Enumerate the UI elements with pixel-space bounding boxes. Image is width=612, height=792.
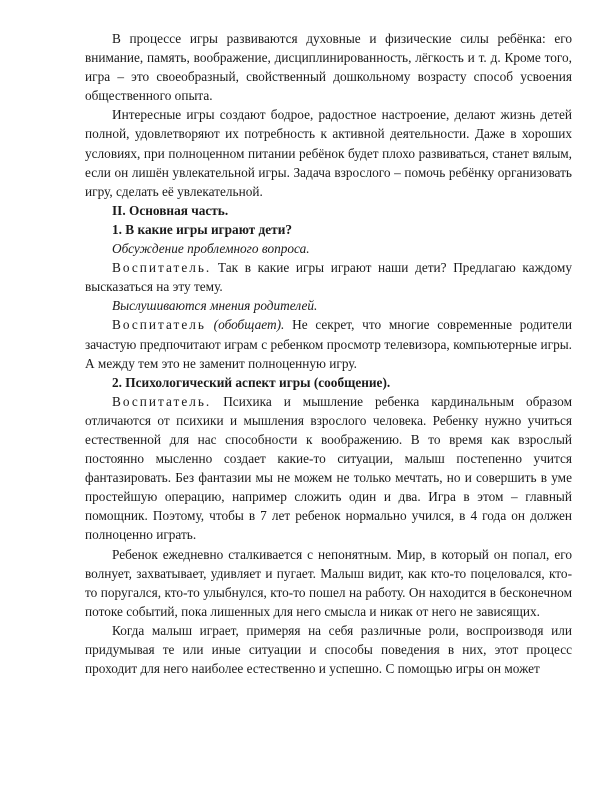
paragraph-child-faces-unknown: Ребенок ежедневно сталкивается с непонятным. Мир, в который он попал, его волнует, захватывает, удивляет и пугает. Малыш видит, как кто-то поцеловался, кто-то поругался, кто-то улыбнулся, кто-то пошел на работу. Он находится в бесконечном потоке событий, пока лишенных для него смысла и никак от него не зависящих. <box>85 546 572 619</box>
paragraph-educator-psychology <box>85 392 572 545</box>
document-page <box>85 29 572 678</box>
paragraph-text: Психика и мышление ребенка кардинальным образом отличаются от психики и мышления взрослого человека. Ребенку нужно учиться естественной для нас способности к воображению. В то время как взрослый постоянно мысленно создает какие-то ситуации, малыш постепенно учится фантазировать. Без фантазии мы не можем не только мечтать, но и совершить в уме простейшую операцию, например сложить один и два. Игра в этом – главный помощник. Поэтому, чтобы в 7 лет ребенок нормально учился, в 4 года он должен полноценно играть. <box>85 393 572 543</box>
note-problem-discussion: Обсуждение проблемного вопроса. <box>112 241 310 257</box>
speaker-label: Воспитатель <box>112 317 206 333</box>
speaker-note: (обобщает). <box>213 317 285 333</box>
subheading-games-children-play: 1. В какие игры играют дети? <box>112 221 293 237</box>
speaker-label: Воспитатель. <box>112 393 212 409</box>
section-heading-main: II. Основная часть. <box>112 202 229 218</box>
paragraph-text: Не секрет, что многие современные родители зачастую предпочитают играм с ребенком просмотр телевизора, компьютерные игры. А между тем это не заменит полноценную игру. <box>85 317 572 371</box>
note-parents-opinions: Выслушиваются мнения родителей. <box>112 298 318 314</box>
paragraph-educator-summary <box>85 315 572 372</box>
paragraph-game-development: В процессе игры развиваются духовные и физические силы ребёнка: его внимание, память, воображение, дисциплинированность, лёгкость и т. д. Кроме того, игра – это своеобразный, свойственный дошкольному возрасту способ усвоения общественного опыта. <box>85 31 572 104</box>
paragraph-text: Так в какие игры играют наши дети? Предлагаю каждому высказаться на эту тему. <box>85 260 572 295</box>
paragraph-interesting-games: Интересные игры создают бодрое, радостное настроение, делают жизнь детей полной, удовлетворяют их потребность к активной деятельности. Даже в хороших условиях, при полноценном питании ребёнок будет плохо развиваться, станет вялым, если он лишён увлекательной игры. Задача взрослого – помочь ребёнку организовать игру, сделать её увлекательной. <box>85 107 572 199</box>
paragraph-educator-question <box>85 258 572 296</box>
subheading-psychological-aspect: 2. Психологический аспект игры (сообщение). <box>112 374 391 390</box>
speaker-label: Воспитатель. <box>112 260 212 276</box>
paragraph-child-plays-roles: Когда малыш играет, примеряя на себя различные роли, воспроизводя или придумывая те или иные ситуации и способы поведения в них, этот процесс проходит для него наиболее естественно и успешно. С помощью игры он может <box>85 622 572 677</box>
